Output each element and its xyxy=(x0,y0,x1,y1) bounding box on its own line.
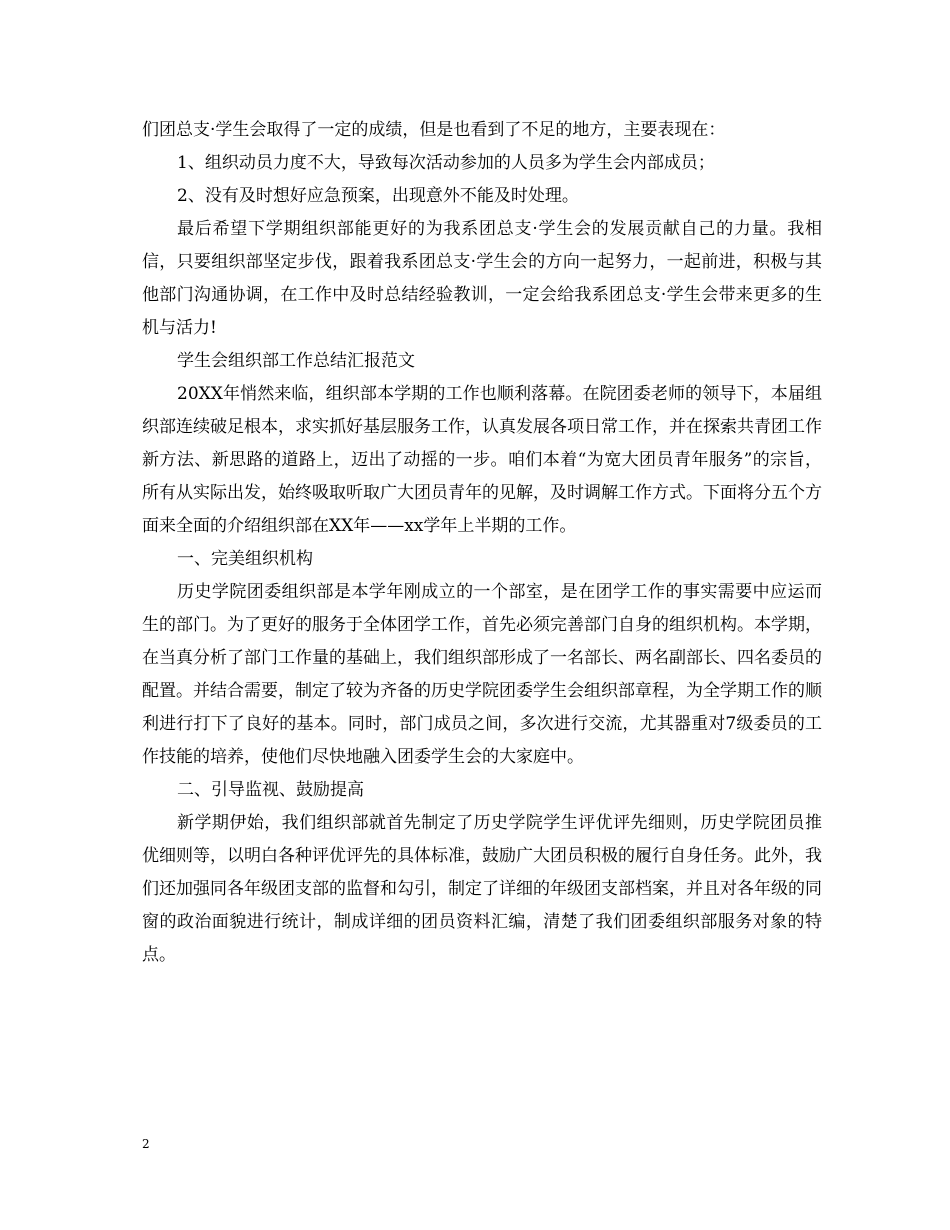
page-number: 2 xyxy=(142,1137,150,1151)
paragraph-continuation: 们团总支·学生会取得了一定的成绩，但是也看到了不足的地方，主要表现在： xyxy=(142,120,726,140)
paragraph-intro: 20XX年悄然来临，组织部本学期的工作也顺利落幕。在院团委老师的领导下，本届组织部连续破足根本，求实抓好基层服务工作，认真发展各项日常工作，并在探索共青团工作新方法、新思路的道路上，迈出了动摇的一步。咱们本着“为宽大团员青年服务”的宗旨，所有从实际出发，始终吸取听取广大团员青年的见解，及时调解工作方式。下面将分五个方面来全面的介绍组织部在XX年——xx学年上半期的工作。 xyxy=(142,384,822,536)
paragraph-closing-hope: 最后希望下学期组织部能更好的为我系团总支·学生会的发展贡献自己的力量。我相信，只要组织部坚定步伐，跟着我系团总支·学生会的方向一起努力，一起前进，积极与其他部门沟通协调，在工作中及时总结经验教训，一定会给我系团总支·学生会带来更多的生机与活力! xyxy=(142,219,822,338)
paragraph-list-item-1: 1、组织动员力度不大，导致每次活动参加的人员多为学生会内部成员； xyxy=(177,153,715,173)
paragraph-section-1: 历史学院团委组织部是本学年刚成立的一个部室，是在团学工作的事实需要中应运而生的部门。为了更好的服务于全体团学工作，首先必须完善部门自身的组织机构。本学期，在当真分析了部门工作量的基础上，我们组织部形成了一名部长、两名副部长、四名委员的配置。并结合需要，制定了较为齐备的历史学院团委学生会组织部章程，为全学期工作的顺利进行打下了良好的基本。同时，部门成员之间，多次进行交流，尤其器重对7级委员的工作技能的培养，使他们尽快地融入团委学生会的大家庭中。 xyxy=(142,582,822,767)
document-body xyxy=(142,114,822,972)
heading-section-2: 二、引导监视、鼓励提高 xyxy=(177,780,364,800)
paragraph-list-item-2: 2、没有及时想好应急预案，出现意外不能及时处理。 xyxy=(177,186,579,206)
heading-section-1: 一、完美组织机构 xyxy=(177,549,313,569)
section-title: 学生会组织部工作总结汇报范文 xyxy=(177,351,415,371)
paragraph-section-2: 新学期伊始，我们组织部就首先制定了历史学院学生评优评先细则，历史学院团员推优细则等，以明白各种评优评先的具体标准，鼓励广大团员积极的履行自身任务。此外，我们还加强同各年级团支部的监督和勾引，制定了详细的年级团支部档案，并且对各年级的同窗的政治面貌进行统计，制成详细的团员资料汇编，清楚了我们团委组织部服务对象的特点。 xyxy=(142,813,822,965)
